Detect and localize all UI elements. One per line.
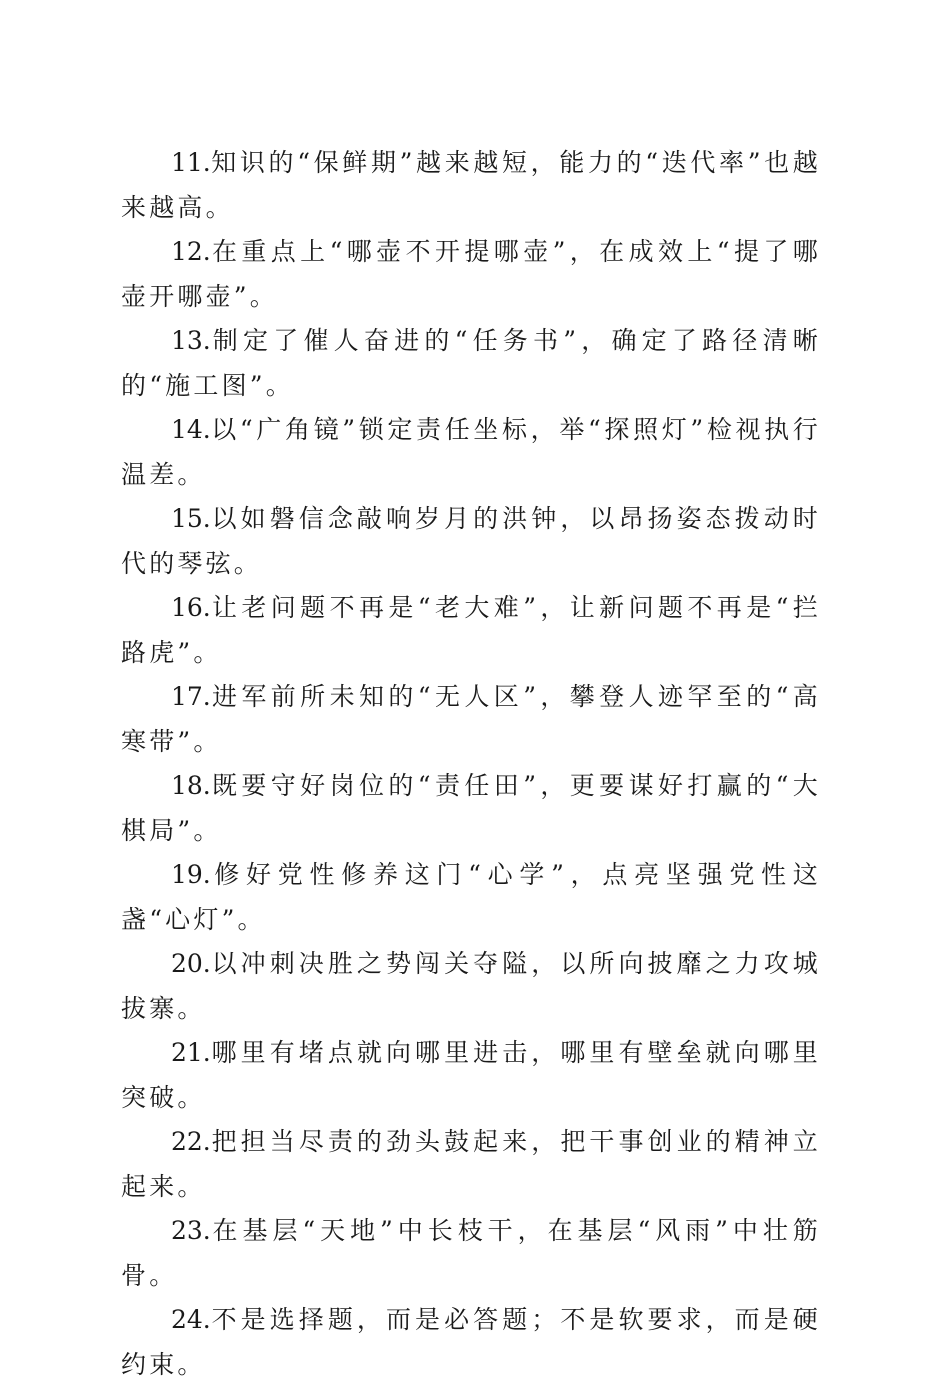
document-body [121,141,821,1387]
item-text: 在重点上“哪壶不开提哪壶”，在成效上“提了哪壶开哪壶”。 [121,237,821,311]
item-text: 让老问题不再是“老大难”，让新问题不再是“拦路虎”。 [121,593,821,667]
list-item [121,141,821,230]
item-number: 11. [171,148,211,177]
item-number: 23. [171,1216,211,1245]
item-number: 24. [171,1305,211,1334]
list-item [121,497,821,586]
item-text: 不是选择题，而是必答题；不是软要求，而是硬约束。 [121,1305,821,1379]
item-number: 18. [171,771,211,800]
list-item [121,319,821,408]
item-text: 知识的“保鲜期”越来越短，能力的“迭代率”也越来越高。 [121,148,821,222]
item-number: 21. [171,1038,211,1067]
list-item [121,586,821,675]
item-text: 哪里有堵点就向哪里进击，哪里有壁垒就向哪里突破。 [121,1038,821,1112]
item-number: 13. [171,326,211,355]
list-item [121,853,821,942]
list-item [121,764,821,853]
item-number: 19. [171,860,211,889]
list-item [121,1031,821,1120]
item-text: 以冲刺决胜之势闯关夺隘，以所向披靡之力攻城拔寨。 [121,949,821,1023]
item-number: 16. [171,593,211,622]
item-text: 进军前所未知的“无人区”，攀登人迹罕至的“高寒带”。 [121,682,821,756]
list-item [121,408,821,497]
item-text: 把担当尽责的劲头鼓起来，把干事创业的精神立起来。 [121,1127,821,1201]
list-item [121,230,821,319]
list-item [121,1298,821,1387]
item-number: 22. [171,1127,211,1156]
list-item [121,1209,821,1298]
list-item [121,942,821,1031]
item-number: 12. [171,237,211,266]
list-item [121,675,821,764]
item-number: 17. [171,682,211,711]
item-text: 制定了催人奋进的“任务书”，确定了路径清晰的“施工图”。 [121,326,821,400]
item-number: 15. [171,504,211,533]
item-text: 修好党性修养这门“心学”，点亮坚强党性这盏“心灯”。 [121,860,821,934]
item-number: 20. [171,949,211,978]
item-text: 在基层“天地”中长枝干，在基层“风雨”中壮筋骨。 [121,1216,821,1290]
list-item [121,1120,821,1209]
item-number: 14. [171,415,211,444]
item-text: 以“广角镜”锁定责任坐标，举“探照灯”检视执行温差。 [121,415,821,489]
item-text: 以如磐信念敲响岁月的洪钟，以昂扬姿态拨动时代的琴弦。 [121,504,821,578]
item-text: 既要守好岗位的“责任田”，更要谋好打赢的“大棋局”。 [121,771,821,845]
